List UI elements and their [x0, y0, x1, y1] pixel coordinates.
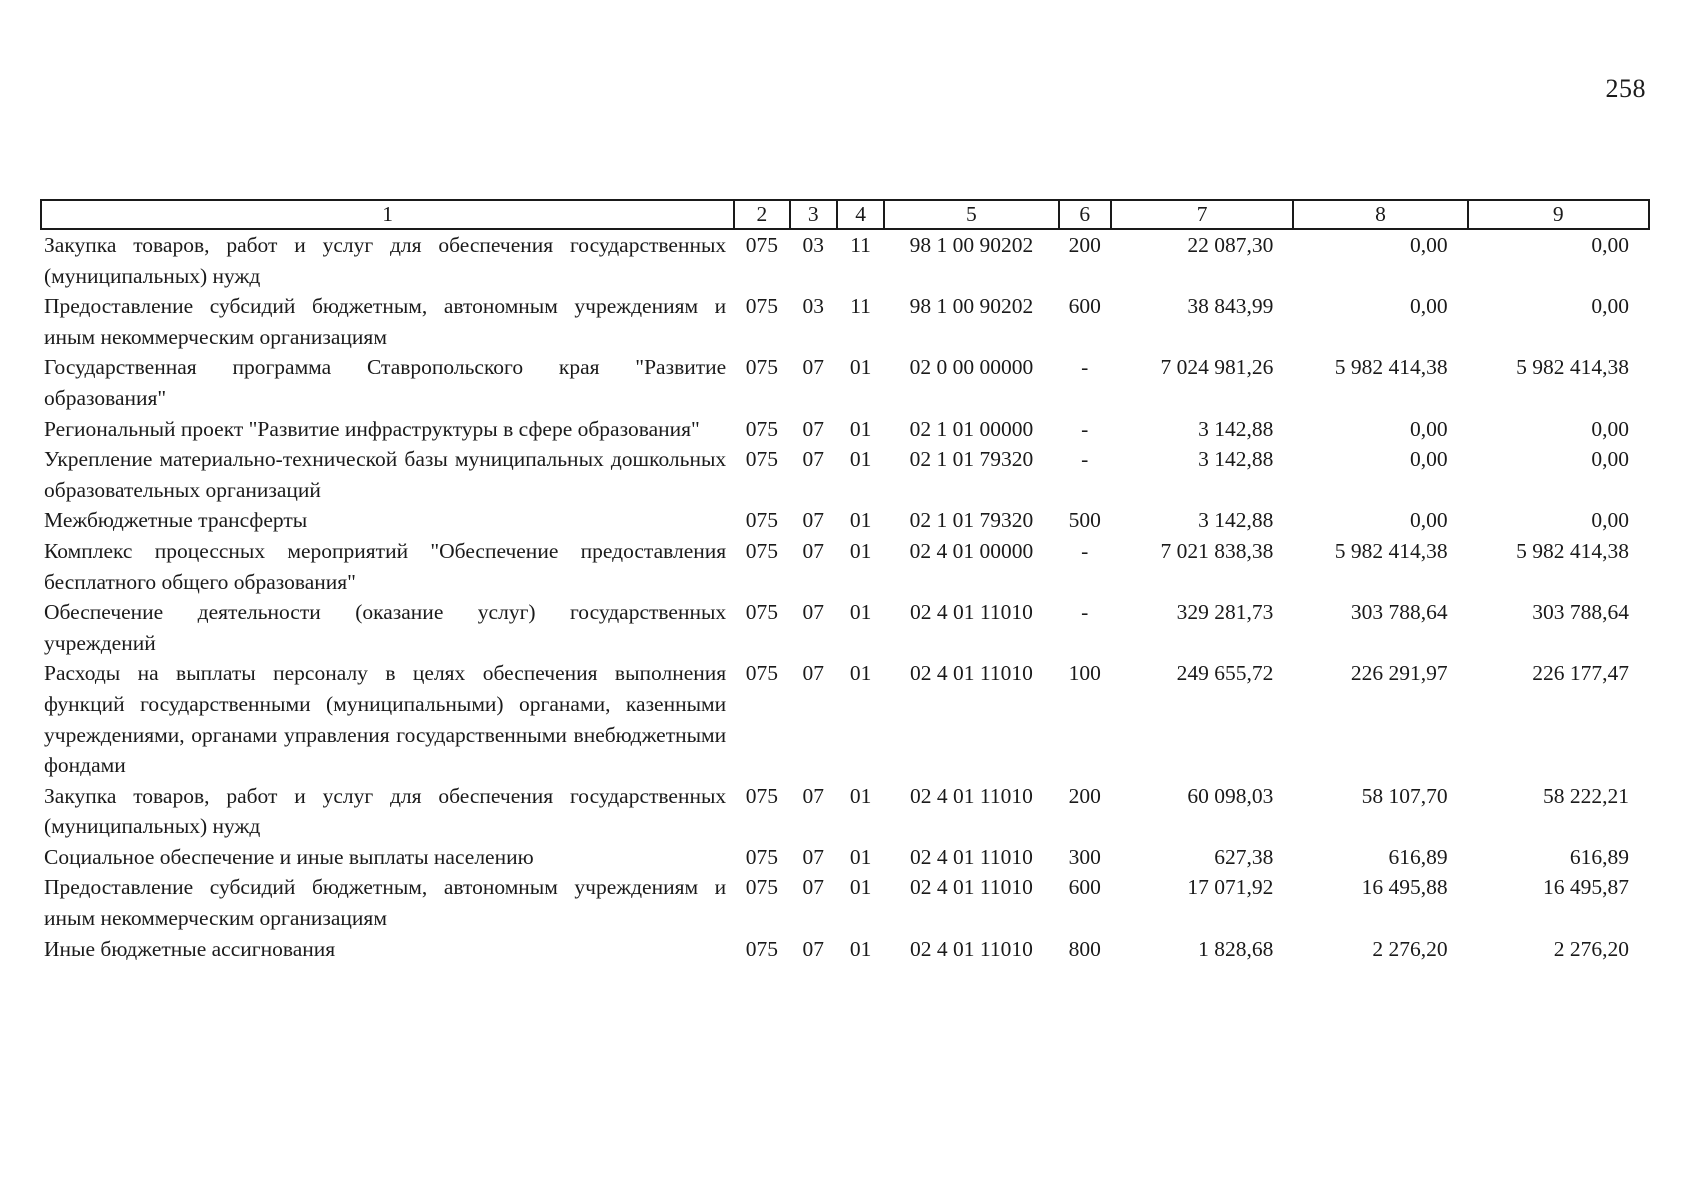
- row-ministry-code: 075: [745, 416, 778, 441]
- row-amount-col9: 303 788,64: [1532, 600, 1629, 625]
- table-row: [41, 352, 1649, 413]
- row-subsection-code: 01: [849, 936, 872, 961]
- row-amount-col7: 60 098,03: [1187, 783, 1274, 808]
- row-amount-col9: 16 495,87: [1543, 875, 1629, 900]
- row-amount-col8: 303 788,64: [1350, 600, 1448, 625]
- row-section-code: 07: [802, 416, 824, 441]
- header-col-7: 7: [1111, 200, 1293, 229]
- row-section-code: 07: [802, 508, 824, 533]
- row-amount-col7: 17 071,92: [1187, 875, 1274, 900]
- row-amount-col7: 627,38: [1214, 844, 1274, 869]
- row-ministry-code: 075: [745, 783, 778, 808]
- row-amount-col8: 0,00: [1409, 294, 1448, 319]
- row-amount-col9: 616,89: [1569, 844, 1629, 869]
- row-amount-col7: 3 142,88: [1198, 447, 1274, 472]
- table-header-row: [41, 200, 1649, 229]
- row-name: Расходы на выплаты персоналу в целях обеспечения выполнения функций государственными (муниципальными) органами, казенными учреждениями, органами управления государственными внебюджетными фондами: [44, 661, 727, 778]
- row-amount-col9: 0,00: [1591, 508, 1629, 533]
- header-col-2: 2: [734, 200, 789, 229]
- row-expense-type: -: [1081, 538, 1089, 563]
- row-ministry-code: 075: [745, 661, 778, 686]
- row-amount-col8: 0,00: [1409, 416, 1448, 441]
- row-amount-col9: 5 982 414,38: [1516, 538, 1629, 563]
- row-amount-col8: 2 276,20: [1372, 936, 1448, 961]
- row-amount-col9: 0,00: [1591, 447, 1629, 472]
- row-subsection-code: 11: [850, 233, 871, 257]
- row-name: Комплекс процессных мероприятий "Обеспечение предоставления бесплатного общего образования": [44, 538, 727, 594]
- row-amount-col9: 0,00: [1591, 294, 1629, 319]
- row-section-code: 03: [802, 294, 824, 319]
- row-expense-type: 800: [1068, 936, 1101, 961]
- row-section-code: 07: [802, 783, 824, 808]
- row-expense-type: -: [1081, 447, 1089, 472]
- row-name: Закупка товаров, работ и услуг для обеспечения государственных (муниципальных) нужд: [44, 233, 727, 288]
- row-name: Региональный проект "Развитие инфраструктуры в сфере образования": [44, 416, 700, 441]
- row-amount-col7: 329 281,73: [1176, 600, 1274, 625]
- row-target-article: 98 1 00 90202: [909, 294, 1034, 319]
- header-col-3: 3: [790, 200, 837, 229]
- budget-table: [40, 199, 1650, 964]
- table-row: [41, 842, 1649, 873]
- row-expense-type: 600: [1068, 294, 1101, 319]
- row-ministry-code: 075: [745, 875, 778, 900]
- row-name: Обеспечение деятельности (оказание услуг) государственных учреждений: [44, 600, 727, 655]
- row-target-article: 02 1 01 79320: [909, 508, 1034, 533]
- row-target-article: 02 4 01 11010: [910, 661, 1033, 686]
- table-row: [41, 229, 1649, 291]
- row-ministry-code: 075: [745, 600, 778, 625]
- table-row: [41, 291, 1649, 352]
- row-subsection-code: 01: [849, 416, 872, 441]
- row-name: Иные бюджетные ассигнования: [44, 936, 336, 961]
- row-target-article: 02 1 01 00000: [909, 416, 1034, 441]
- row-amount-col9: 58 222,21: [1543, 783, 1629, 808]
- row-amount-col7: 22 087,30: [1187, 233, 1274, 257]
- table-row: [41, 505, 1649, 536]
- row-name: Межбюджетные трансферты: [44, 508, 308, 533]
- table-row: [41, 781, 1649, 842]
- row-section-code: 07: [802, 661, 824, 686]
- row-amount-col7: 3 142,88: [1198, 416, 1274, 441]
- row-expense-type: -: [1081, 416, 1089, 441]
- row-section-code: 07: [802, 447, 824, 472]
- row-ministry-code: 075: [745, 508, 778, 533]
- row-section-code: 07: [802, 355, 824, 380]
- row-expense-type: 500: [1068, 508, 1101, 533]
- row-target-article: 98 1 00 90202: [909, 233, 1034, 257]
- row-amount-col7: 7 024 981,26: [1160, 355, 1274, 380]
- row-section-code: 07: [802, 844, 824, 869]
- row-name: Предоставление субсидий бюджетным, автономным учреждениям и иным некоммерческим организациям: [44, 875, 727, 931]
- header-col-6: 6: [1059, 200, 1111, 229]
- row-amount-col8: 58 107,70: [1361, 783, 1448, 808]
- row-section-code: 07: [802, 936, 824, 961]
- header-col-8: 8: [1293, 200, 1467, 229]
- table-body: [41, 229, 1649, 964]
- row-ministry-code: 075: [745, 233, 778, 257]
- row-amount-col7: 7 021 838,38: [1160, 538, 1274, 563]
- row-target-article: 02 4 01 11010: [910, 844, 1033, 869]
- row-amount-col8: 5 982 414,38: [1334, 355, 1448, 380]
- header-col-5: 5: [884, 200, 1058, 229]
- row-expense-type: 200: [1068, 233, 1101, 257]
- row-ministry-code: 075: [745, 538, 778, 563]
- row-name: Предоставление субсидий бюджетным, автономным учреждениям и иным некоммерческим организациям: [44, 294, 727, 349]
- header-col-4: 4: [837, 200, 884, 229]
- table-row: [41, 536, 1649, 597]
- row-target-article: 02 4 01 11010: [910, 936, 1033, 961]
- row-amount-col8: 226 291,97: [1350, 661, 1448, 686]
- row-target-article: 02 4 01 11010: [910, 600, 1033, 625]
- row-subsection-code: 01: [849, 844, 872, 869]
- row-amount-col9: 5 982 414,38: [1516, 355, 1629, 380]
- page-number: 258: [1605, 74, 1646, 103]
- header-col-1: 1: [41, 200, 734, 229]
- row-amount-col9: 2 276,20: [1553, 936, 1629, 961]
- row-expense-type: 200: [1068, 783, 1101, 808]
- row-name: Социальное обеспечение и иные выплаты населению: [44, 844, 534, 869]
- row-amount-col7: 38 843,99: [1187, 294, 1274, 319]
- row-ministry-code: 075: [745, 936, 778, 961]
- row-amount-col8: 5 982 414,38: [1334, 538, 1448, 563]
- table-row: [41, 597, 1649, 658]
- row-section-code: 07: [802, 538, 824, 563]
- row-target-article: 02 4 01 11010: [910, 875, 1033, 900]
- row-subsection-code: 01: [849, 600, 872, 625]
- row-ministry-code: 075: [745, 447, 778, 472]
- row-amount-col7: 1 828,68: [1198, 936, 1274, 961]
- row-amount-col7: 3 142,88: [1198, 508, 1274, 533]
- table-row: [41, 414, 1649, 445]
- row-subsection-code: 11: [850, 294, 871, 319]
- row-name: Укрепление материально-технической базы муниципальных дошкольных образовательных организаций: [44, 447, 727, 502]
- table-row: [41, 934, 1649, 965]
- row-ministry-code: 075: [745, 844, 778, 869]
- table-row: [41, 444, 1649, 505]
- table-row: [41, 872, 1649, 933]
- row-amount-col8: 0,00: [1409, 447, 1448, 472]
- row-target-article: 02 4 01 00000: [909, 538, 1034, 563]
- row-amount-col8: 0,00: [1409, 233, 1448, 257]
- row-amount-col8: 616,89: [1388, 844, 1448, 869]
- table-row: [41, 658, 1649, 780]
- row-name: Закупка товаров, работ и услуг для обеспечения государственных (муниципальных) нужд: [44, 783, 727, 839]
- row-amount-col8: 0,00: [1409, 508, 1448, 533]
- row-amount-col9: 0,00: [1591, 416, 1629, 441]
- row-subsection-code: 01: [849, 538, 872, 563]
- row-subsection-code: 01: [849, 661, 872, 686]
- row-subsection-code: 01: [849, 355, 872, 380]
- row-name: Государственная программа Ставропольского края "Развитие образования": [44, 355, 727, 410]
- row-section-code: 07: [802, 600, 824, 625]
- row-amount-col9: 226 177,47: [1532, 661, 1629, 686]
- row-target-article: 02 4 01 11010: [910, 783, 1033, 808]
- row-subsection-code: 01: [849, 783, 872, 808]
- row-expense-type: -: [1081, 355, 1089, 380]
- row-subsection-code: 01: [849, 875, 872, 900]
- row-subsection-code: 01: [849, 447, 872, 472]
- row-expense-type: 100: [1068, 661, 1101, 686]
- row-section-code: 07: [802, 875, 824, 900]
- row-amount-col7: 249 655,72: [1176, 661, 1274, 686]
- row-section-code: 03: [802, 233, 824, 257]
- row-subsection-code: 01: [849, 508, 872, 533]
- row-amount-col8: 16 495,88: [1361, 875, 1448, 900]
- row-expense-type: -: [1081, 600, 1089, 625]
- row-target-article: 02 1 01 79320: [909, 447, 1034, 472]
- row-expense-type: 600: [1068, 875, 1101, 900]
- row-ministry-code: 075: [745, 355, 778, 380]
- row-target-article: 02 0 00 00000: [909, 355, 1034, 380]
- row-ministry-code: 075: [745, 294, 778, 319]
- row-expense-type: 300: [1068, 844, 1101, 869]
- header-col-9: 9: [1468, 200, 1649, 229]
- row-amount-col9: 0,00: [1591, 233, 1629, 257]
